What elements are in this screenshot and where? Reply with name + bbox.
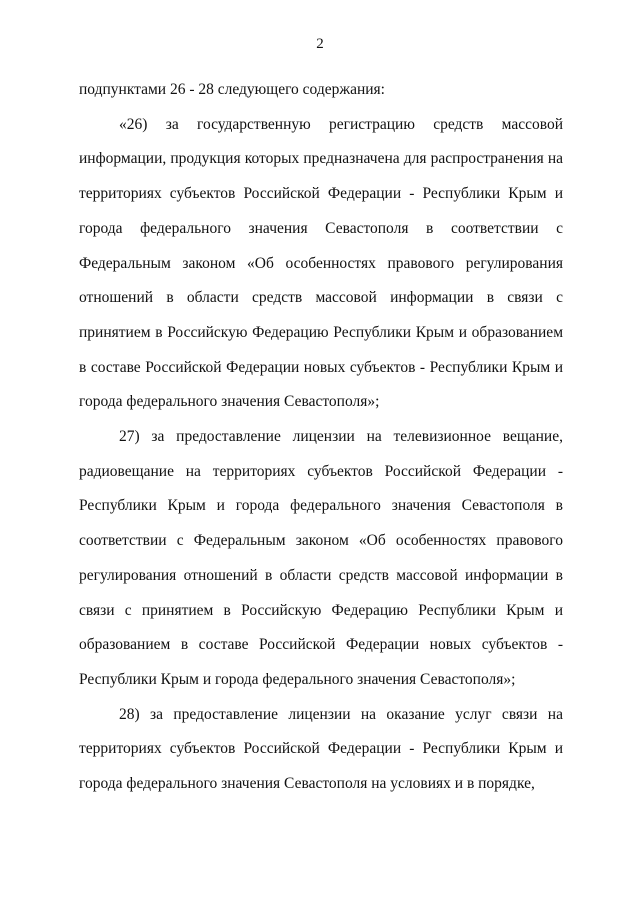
paragraph-continuation: подпунктами 26 - 28 следующего содержания: [79,81,385,98]
paragraph-item-27: 27) за предоставление лицензии на телевизионное вещание, радиовещание на территориях субъектов Российской Федерации - Республики Крым и города федерального значения Севастополя в соответствии с Федеральным законом «Об особенностях правового регулирования отношений в области средств массовой информации в связи с принятием в Российскую Федерацию Республики Крым и образованием в составе Российской Федерации новых субъектов - Республики Крым и города федерального значения Севастополя»; [79,428,563,688]
document-body [79,73,563,802]
paragraph-item-28: 28) за предоставление лицензии на оказание услуг связи на территориях субъектов Российской Федерации - Республики Крым и города федерального значения Севастополя на условиях и в порядке, [79,705,563,793]
paragraph-item-26: «26) за государственную регистрацию средств массовой информации, продукция которых предназначена для распространения на территориях субъектов Российской Федерации - Республики Крым и города федерального значения Севастополя в соответствии с Федеральным законом «Об особенностях правового регулирования отношений в области средств массовой информации в связи с принятием в Российскую Федерацию Республики Крым и образованием в составе Российской Федерации новых субъектов - Республики Крым и города федерального значения Севастополя»; [79,115,563,411]
page-number: 2 [316,36,324,52]
